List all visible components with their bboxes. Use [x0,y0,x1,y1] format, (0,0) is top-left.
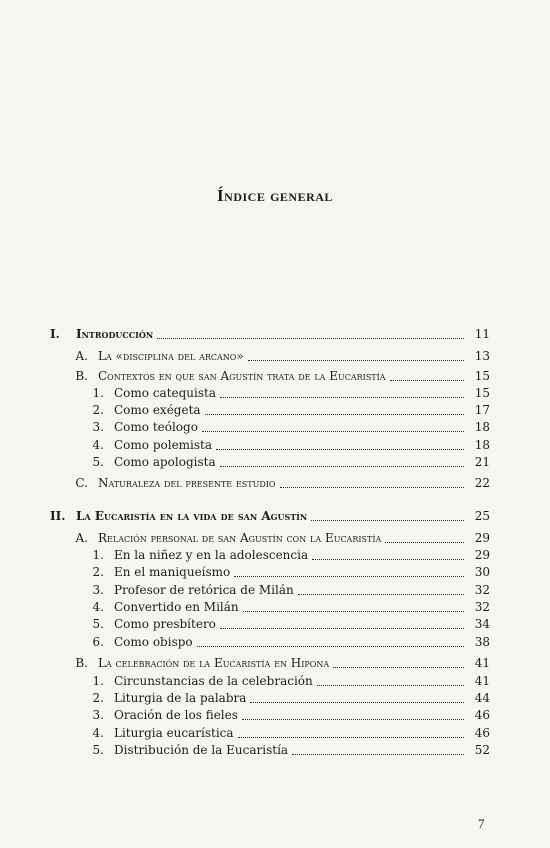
toc-entry [50,707,490,723]
toc-entry-label: Naturaleza del presente estudio [98,476,276,490]
dot-leader [248,360,464,361]
toc-entry-label: Profesor de retórica de Milán [114,583,294,597]
toc-entry-label: La celebración de la Eucaristía en Hipona [98,656,330,670]
toc-entry-page: 30 [474,565,490,579]
toc-entry-page: 32 [474,600,490,614]
toc-entry-label: Como presbítero [114,617,216,631]
toc-entry [50,419,490,435]
dot-leader [205,414,464,415]
toc-entry-number: 5. [92,743,104,757]
toc-entry [50,742,490,758]
toc-entry-number: 1. [92,548,104,562]
dot-leader [390,380,464,381]
dot-leader [250,702,464,703]
toc-entry-page: 46 [474,708,490,722]
toc-entry [50,564,490,580]
toc-entry [50,348,490,364]
toc-entry-label: Como catequista [114,386,217,400]
toc-entry-page: 41 [474,656,490,670]
toc-entry [50,599,490,615]
toc-entry [50,616,490,632]
toc-entry-number: 4. [92,726,104,740]
toc-entry [50,725,490,741]
toc-entry-label: Introducción [76,327,154,341]
dot-leader [298,594,464,595]
toc-entry-label: La «disciplina del arcano» [98,349,244,363]
dot-leader [385,542,464,543]
toc-entry-label: Como polemista [114,438,213,452]
dot-leader [317,685,464,686]
toc-entry-page: 44 [474,691,490,705]
toc-entry [50,454,490,470]
toc-entry [50,402,490,418]
dot-leader [216,449,464,450]
toc-entry-label: Como teólogo [114,420,198,434]
toc-entry-label: Liturgia de la palabra [114,691,247,705]
toc-entry-number: 2. [92,691,104,705]
toc-entry-number: 1. [92,386,104,400]
toc-entry-label: Como exégeta [114,403,201,417]
toc-entry [50,673,490,689]
toc-entry-number: 2. [92,565,104,579]
toc-entry-number: A. [75,349,88,363]
toc-entry-page: 38 [474,635,490,649]
toc-entry-number: 5. [92,455,104,469]
toc-entry-page: 25 [474,509,490,523]
dot-leader [243,611,464,612]
toc-entry-label: En la niñez y en la adolescencia [114,548,309,562]
toc-entry [50,368,490,384]
toc-entry-page: 18 [474,438,490,452]
dot-leader [333,667,464,668]
toc-entry-number: A. [75,531,88,545]
toc-entry-label: Relación personal de san Agustín con la Eucaristía [98,531,382,545]
toc-entry-label: Distribución de la Eucaristía [114,743,289,757]
toc-entry [50,634,490,650]
toc-entry [50,655,490,671]
toc-entry-page: 15 [474,386,490,400]
dot-leader [220,466,464,467]
dot-leader [242,719,464,720]
toc-entry-page: 52 [474,743,490,757]
dot-leader [234,576,464,577]
toc-entry [50,547,490,563]
toc-entry-page: 21 [474,455,490,469]
toc-entry-label: En el maniqueísmo [114,565,231,579]
toc-entry-number: II. [50,509,66,523]
toc-entry-page: 17 [474,403,490,417]
toc-entry-number: 4. [92,600,104,614]
dot-leader [238,737,464,738]
toc-entry-number: 3. [92,583,104,597]
toc-entry-number: 4. [92,438,104,452]
toc-entry-label: Liturgia eucarística [114,726,234,740]
toc-entry-page: 22 [474,476,490,490]
dot-leader [220,628,464,629]
dot-leader [220,397,464,398]
toc-entry [50,530,490,546]
toc-entry-page: 11 [474,327,490,341]
toc-entry [50,475,490,491]
toc-entry-label: Convertido en Milán [114,600,239,614]
toc-entry-number: 5. [92,617,104,631]
toc-entry-label: La Eucaristía en la vida de san Agustín [76,509,308,523]
dot-leader [157,338,464,339]
toc-entry [50,385,490,401]
toc-entry-number: 1. [92,674,104,688]
page-number-text: 7 [478,816,485,831]
toc-entry-number: 3. [92,708,104,722]
toc-entry-number: 3. [92,420,104,434]
toc-entry-label: Contextos en que san Agustín trata de la Eucaristía [98,369,386,383]
toc-entry-number: C. [75,476,88,490]
toc-entry-number: 6. [92,635,104,649]
toc-entry-page: 29 [474,531,490,545]
toc-entry [50,437,490,453]
toc-entry-page: 15 [474,369,490,383]
toc-entry-page: 32 [474,583,490,597]
toc-entry-label: Oración de los fieles [114,708,238,722]
toc-entry-label: Como apologista [114,455,216,469]
toc-entry-page: 46 [474,726,490,740]
toc-entry-label: Circunstancias de la celebración [114,674,313,688]
toc-entry [50,690,490,706]
toc-entry-number: B. [75,369,88,383]
toc-entry-number: B. [75,656,88,670]
toc-entry [50,326,490,342]
dot-leader [197,646,464,647]
toc-entry-number: 2. [92,403,104,417]
dot-leader [202,431,464,432]
toc-entry-page: 13 [474,349,490,363]
dot-leader [312,559,464,560]
toc-entry-label: Como obispo [114,635,193,649]
dot-leader [311,520,464,521]
toc-entry-page: 29 [474,548,490,562]
dot-leader [292,754,464,755]
dot-leader [280,487,465,488]
page-title: Índice general [217,186,333,205]
toc-entry-page: 41 [474,674,490,688]
toc-entry-number: I. [50,327,60,341]
toc-entry-page: 18 [474,420,490,434]
toc-entry [50,508,490,524]
toc-entry-page: 34 [474,617,490,631]
toc-entry [50,582,490,598]
